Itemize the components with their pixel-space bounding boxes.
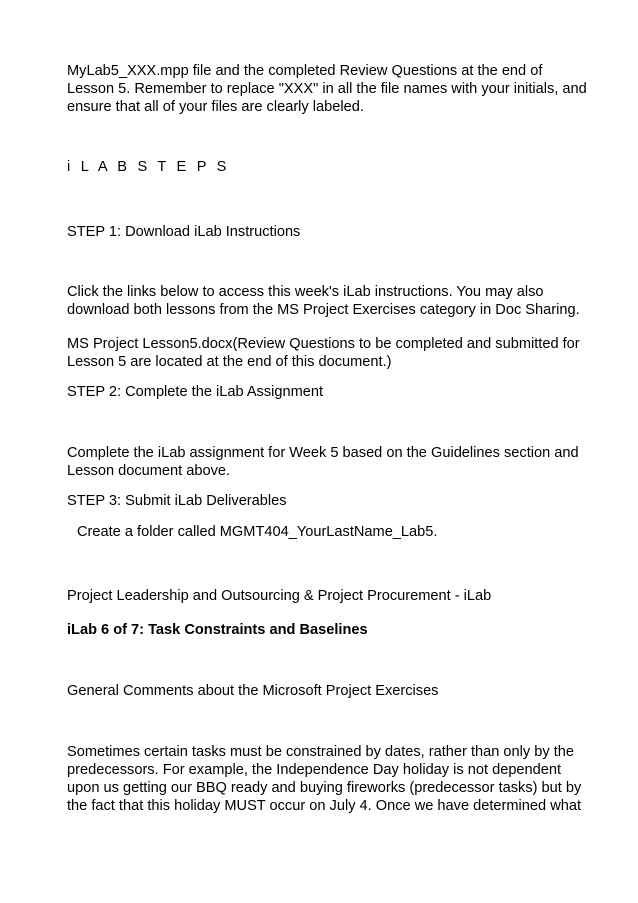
section-title: Project Leadership and Outsourcing & Project Procurement - iLab: [67, 588, 492, 604]
step2-instructions: Complete the iLab assignment for Week 5 based on the Guidelines section and Lesson document above.: [67, 445, 579, 479]
step2-heading: STEP 2: Complete the iLab Assignment: [67, 384, 324, 400]
step3-instructions: Create a folder called MGMT404_YourLastName_Lab5.: [77, 524, 438, 540]
constraints-paragraph: Sometimes certain tasks must be constrained by dates, rather than only by the predecessors. For example, the Independence Day holiday is not dependent upon us getting our BBQ ready and buying fireworks (predecessor tasks) but by the fact that this holiday MUST occur on July 4. Once we have determined what: [67, 744, 582, 814]
general-comments-heading: General Comments about the Microsoft Project Exercises: [67, 683, 439, 699]
lesson-document-note: MS Project Lesson5.docx(Review Questions to be completed and submitted for Lesson 5 are located at the end of this document.): [67, 336, 580, 370]
step1-instructions: Click the links below to access this week's iLab instructions. You may also download both lessons from the MS Project Exercises category in Doc Sharing.: [67, 284, 580, 318]
step1-heading: STEP 1: Download iLab Instructions: [67, 224, 301, 240]
ilab-steps-heading: i L A B S T E P S: [67, 159, 230, 175]
intro-paragraph: MyLab5_XXX.mpp file and the completed Review Questions at the end of Lesson 5. Remember to replace "XXX" in all the file names with your initials, and ensure that all of your files are clearly labeled.: [67, 63, 587, 115]
ilab-title: iLab 6 of 7: Task Constraints and Baselines: [67, 622, 368, 638]
step3-heading: STEP 3: Submit iLab Deliverables: [67, 493, 287, 509]
